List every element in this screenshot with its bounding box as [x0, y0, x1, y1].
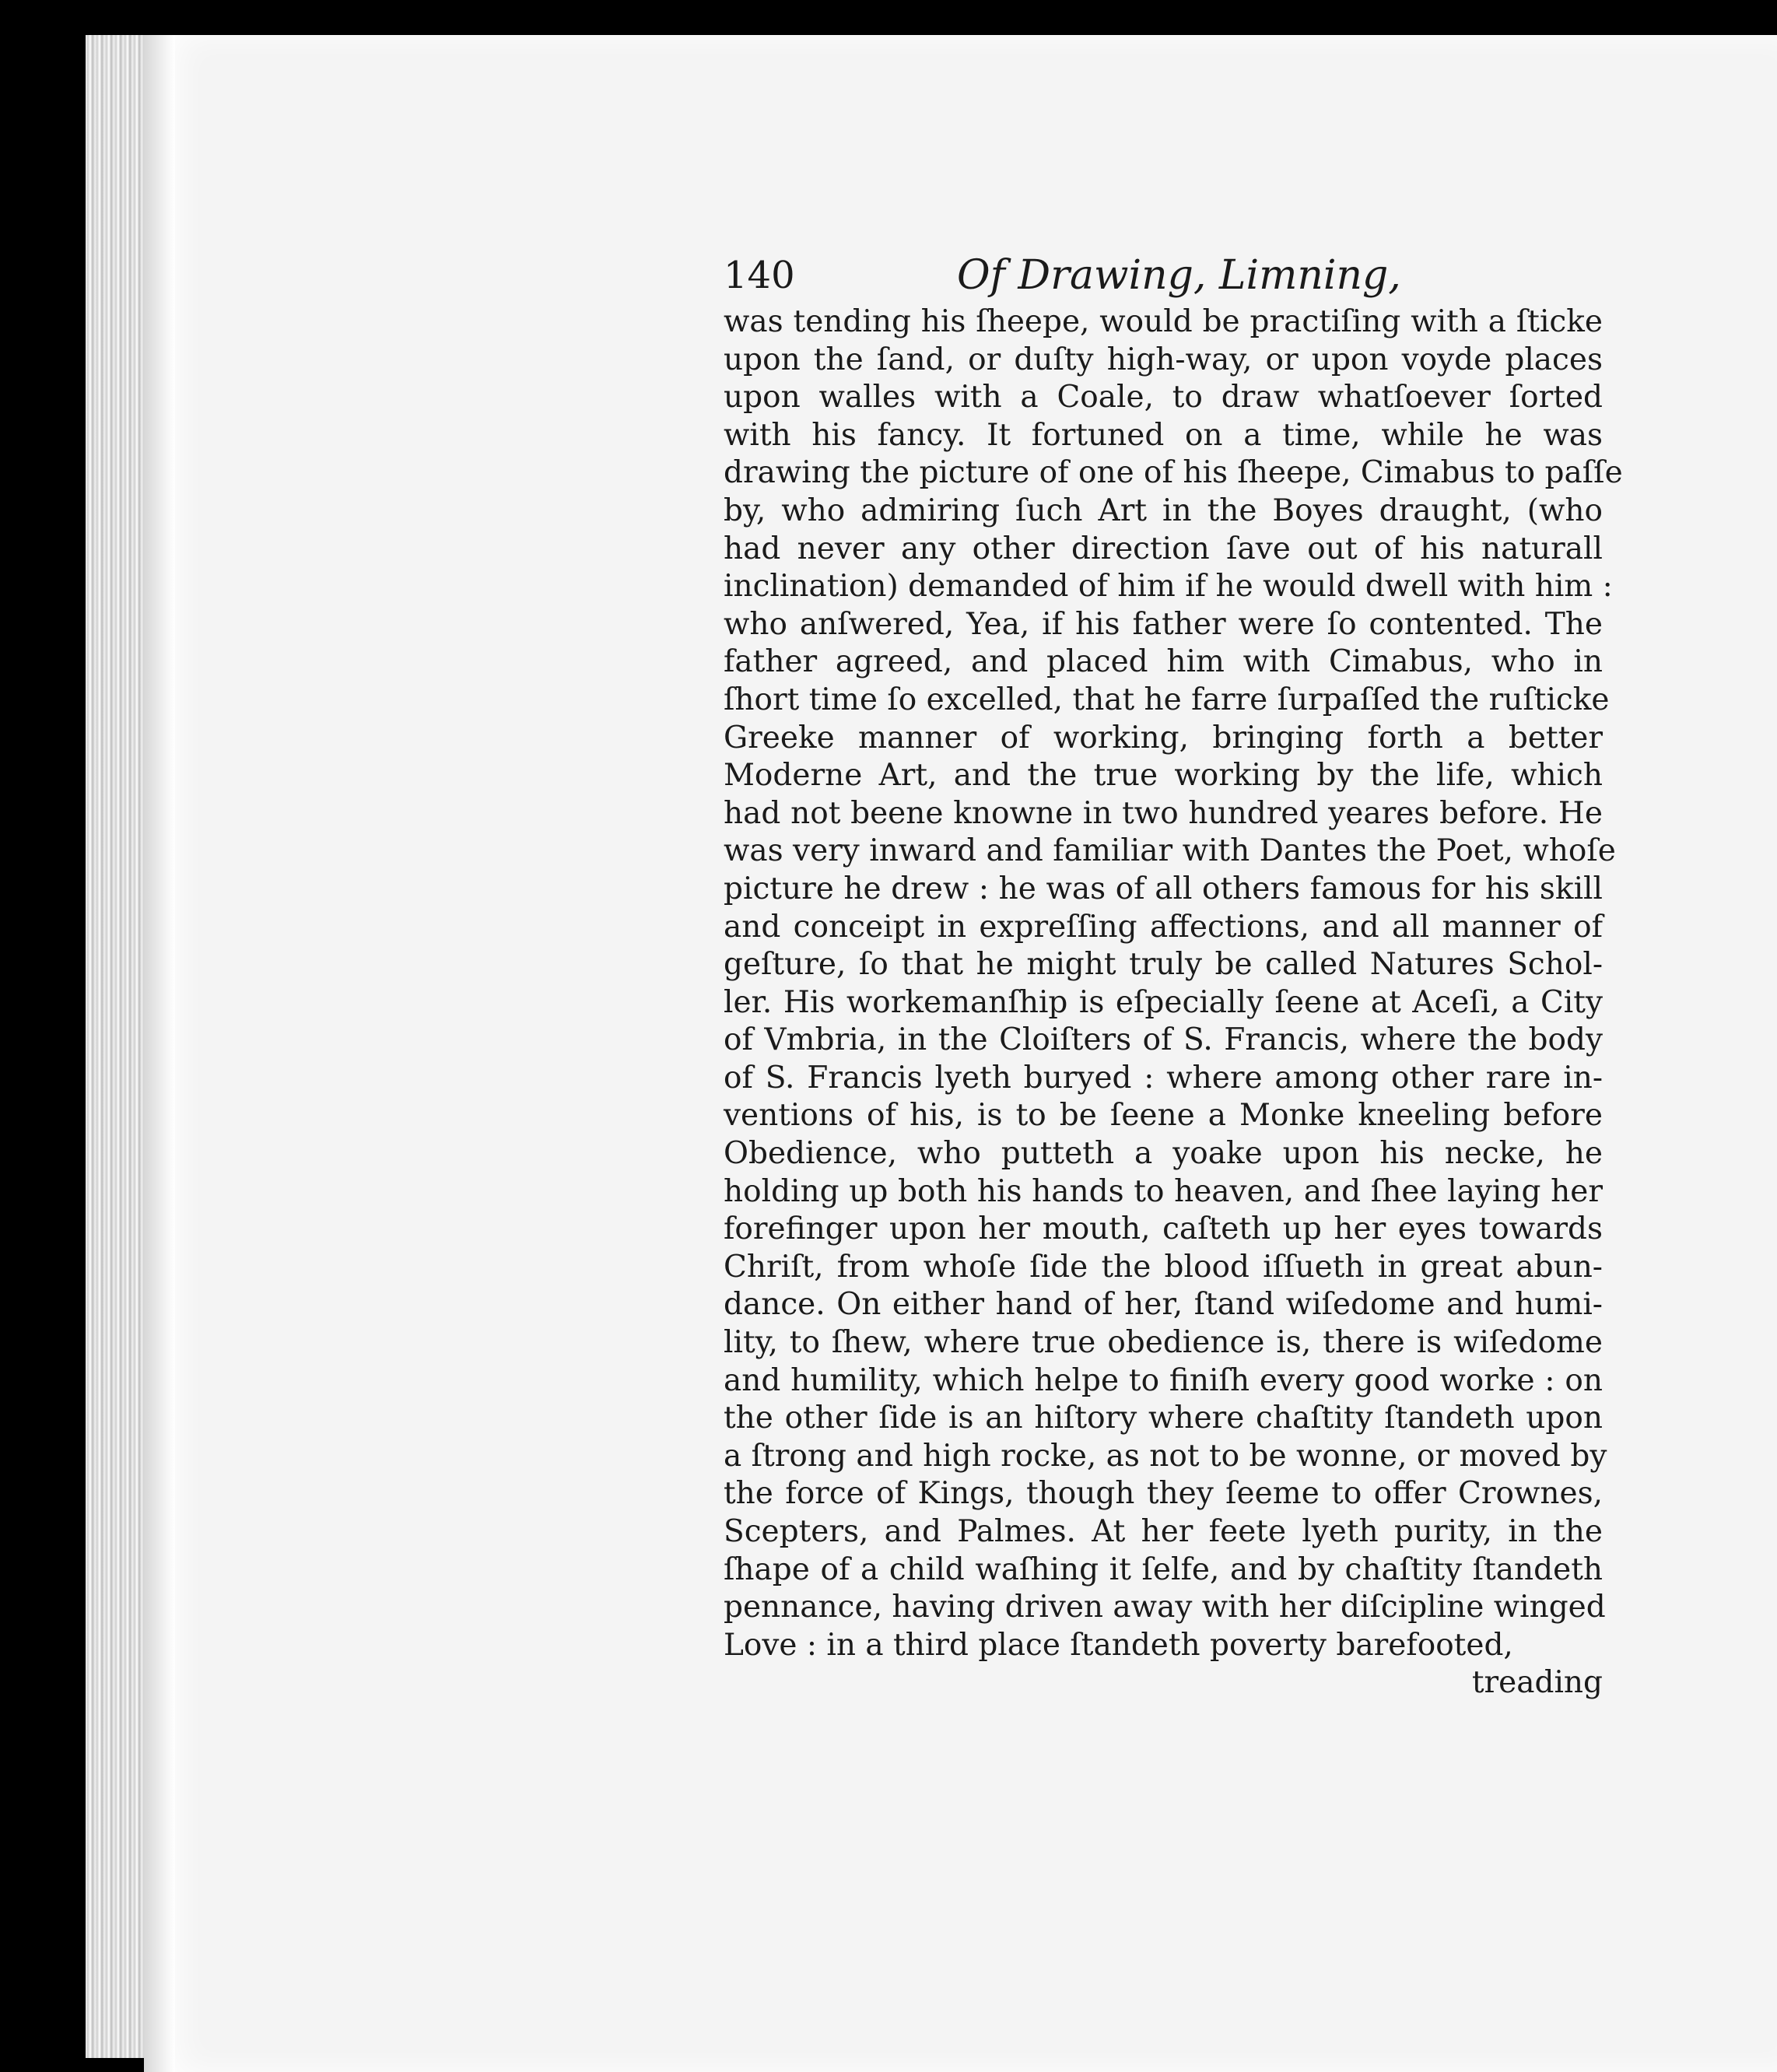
text-line: Love : in a third place ſtandeth poverty barefooted, [724, 1627, 1513, 1663]
running-title: Of Drawing, Limning, [957, 252, 1401, 299]
text-line: picture he drew : he was of all others famous for his skill [724, 871, 1603, 906]
text-line: dance. On either hand of her, ſtand wiſedome and humi- [724, 1287, 1603, 1323]
text-line: upon the ſand, or duſty high-way, or upon voyde places [724, 342, 1603, 377]
text-line: a ſtrong and high rocke, as not to be wonne, or moved by [724, 1438, 1607, 1474]
text-line: father agreed, and placed him with Cimabus, who in [724, 644, 1603, 680]
text-line: holding up both his hands to heaven, and ſhee laying her [724, 1173, 1603, 1209]
running-head [724, 247, 1603, 303]
text-line: upon walles with a Coale, to draw whatſoever ſorted [724, 380, 1603, 415]
text-block [724, 247, 1623, 1702]
text-line: Obedience, who putteth a yoake upon his necke, he [724, 1136, 1603, 1172]
text-line: of Vmbria, in the Cloiſters of S. Francis, where the body [724, 1022, 1603, 1058]
text-line: and humility, which helpe to finiſh every good worke : on [724, 1362, 1603, 1398]
text-line: forefinger upon her mouth, caſteth up her eyes towards [724, 1211, 1603, 1247]
text-line: had not beene knowne in two hundred yeares before. He [724, 795, 1603, 831]
text-line: was very inward and familiar with Dantes the Poet, whoſe [724, 833, 1616, 869]
text-line: ventions of his, is to be ſeene a Monke kneeling before [724, 1098, 1603, 1134]
text-line: drawing the picture of one of his ſheepe, Cimabus to paſſe [724, 455, 1623, 491]
text-line: Moderne Art, and the true working by the life, which [724, 758, 1603, 794]
text-line: who anſwered, Yea, if his father were ſo contented. The [724, 606, 1603, 642]
text-line: pennance, having driven away with her diſcipline winged [724, 1590, 1606, 1625]
text-line: by, who admiring ſuch Art in the Boyes draught, (who [724, 493, 1603, 528]
text-line: of S. Francis lyeth buryed : where among other rare in- [724, 1060, 1603, 1096]
text-line: ſhape of a child waſhing it ſelfe, and by chaſtity ſtandeth [724, 1551, 1603, 1587]
text-line: ſhort time ſo excelled, that he farre ſurpaſſed the ruſticke [724, 682, 1610, 717]
page-number: 140 [724, 254, 795, 297]
text-line: geſture, ſo that he might truly be called Natures Schol- [724, 947, 1603, 983]
text-line: the force of Kings, though they ſeeme to offer Crownes, [724, 1476, 1603, 1512]
text-line: had never any other direction ſave out of his naturall [724, 531, 1603, 566]
catchword: treading [1471, 1665, 1603, 1701]
text-line: was tending his ſheepe, would be practiſing with a ſticke [724, 304, 1603, 339]
text-line: Chriſt, from whoſe ſide the blood iſſueth in great abun- [724, 1249, 1603, 1285]
text-line: and conceipt in expreſſing affections, and all manner of [724, 909, 1603, 945]
text-line: Scepters, and Palmes. At her feete lyeth purity, in the [724, 1514, 1603, 1549]
text-line: lity, to ſhew, where true obedience is, there is wiſedome [724, 1325, 1603, 1361]
body-text [724, 303, 1623, 1664]
page-gutter [144, 35, 175, 2072]
text-line: with his fancy. It fortuned on a time, while he was [724, 417, 1603, 453]
text-line: the other ſide is an hiſtory where chaſtity ſtandeth upon [724, 1401, 1603, 1436]
text-line: ler. His workemanſhip is eſpecially ſeene at Aceſi, a City [724, 984, 1603, 1020]
text-line: Greeke manner of working, bringing forth a better [724, 720, 1603, 756]
text-line: inclination) demanded of him if he would dwell with him : [724, 569, 1613, 605]
